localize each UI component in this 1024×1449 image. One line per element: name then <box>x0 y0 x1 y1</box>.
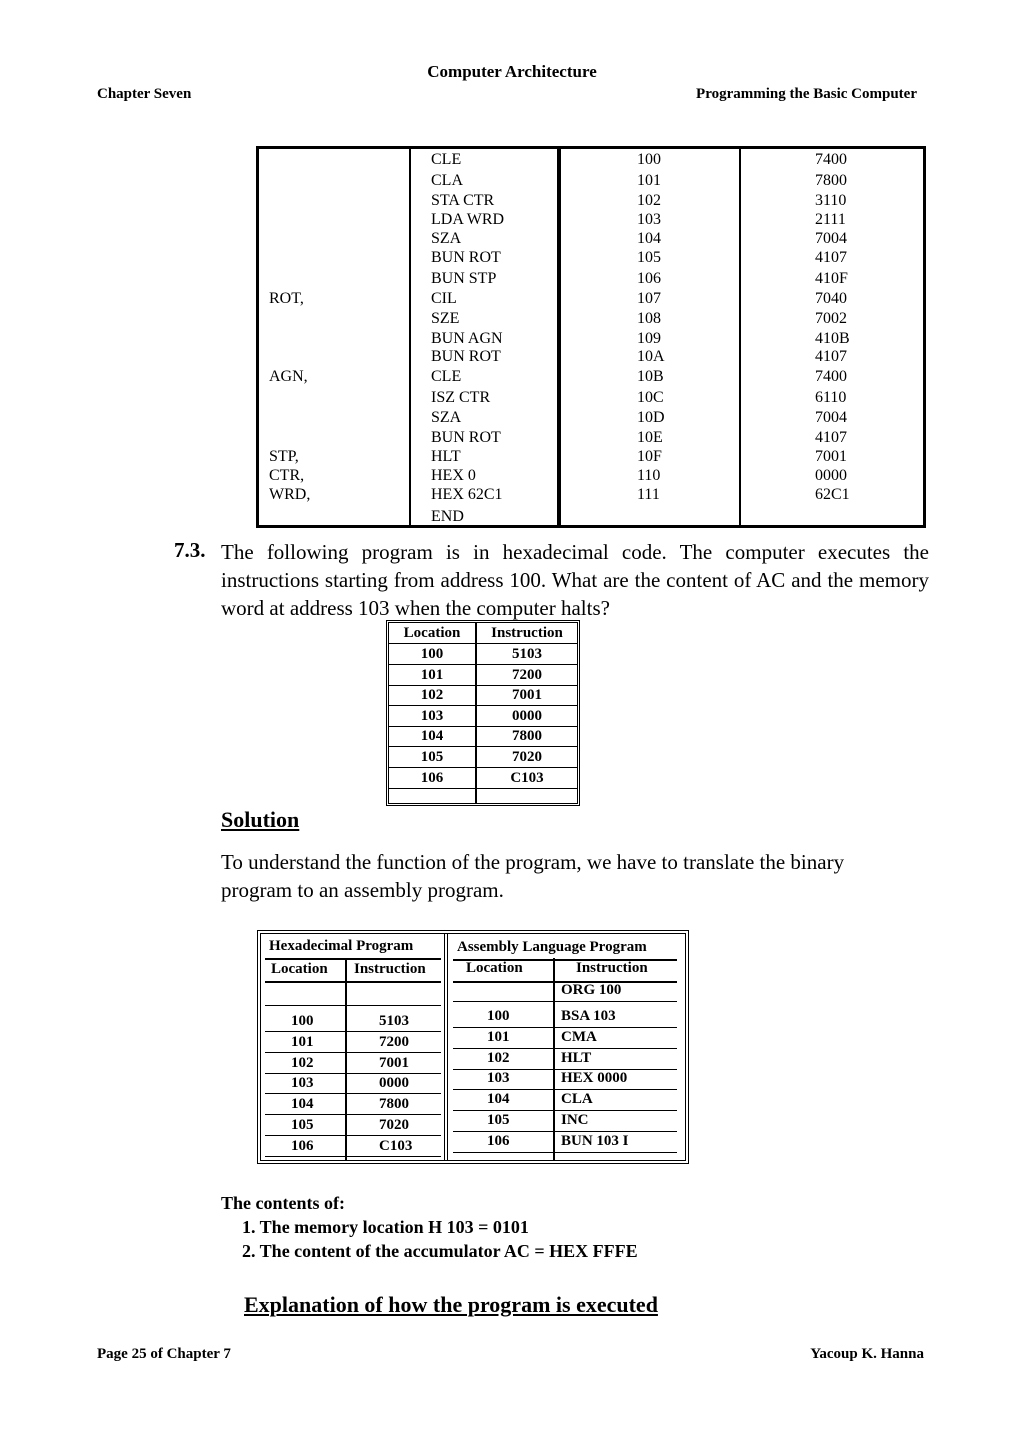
cell-asm-location: 104 <box>487 1091 510 1108</box>
row-code: 4107 <box>815 249 847 266</box>
divider <box>265 979 441 983</box>
table-row <box>389 685 577 706</box>
row-code: 4107 <box>815 348 847 365</box>
cell-instruction: 0000 <box>512 707 542 724</box>
header-location: Location <box>403 625 461 641</box>
cell-asm-location: 102 <box>487 1049 510 1066</box>
cell-hex-location: 102 <box>291 1054 314 1071</box>
cell-hex-instruction: 0000 <box>379 1075 409 1092</box>
row-location: 106 <box>637 270 661 287</box>
cell-hex-instruction: 5103 <box>379 1013 409 1029</box>
header-instruction: Instruction <box>491 625 563 641</box>
hex-location-header: Location <box>271 961 328 977</box>
hex-program-title: Hexadecimal Program <box>269 938 414 954</box>
row-code: 410B <box>815 330 850 347</box>
translation-table <box>257 930 689 1164</box>
cell-asm-instruction: HEX 0000 <box>561 1070 628 1087</box>
row-code: 0000 <box>815 467 847 484</box>
hex-instruction-header: Instruction <box>354 961 426 977</box>
cell-location: 102 <box>420 687 444 704</box>
table-row <box>389 768 577 789</box>
author-name: Yacoup K. Hanna <box>810 1346 924 1362</box>
table-row <box>389 726 577 747</box>
assembly-program-title: Assembly Language Program <box>457 939 647 955</box>
row-label: CTR, <box>269 467 305 484</box>
cell-asm-location: 101 <box>487 1028 510 1045</box>
cell-asm-instruction: BUN 103 I <box>561 1132 629 1149</box>
row-instruction: CLE <box>431 368 462 385</box>
row-instruction: CLA <box>431 172 463 189</box>
row-code: 7004 <box>815 409 847 426</box>
row-instruction: LDA WRD <box>431 211 505 228</box>
row-location: 111 <box>637 486 660 503</box>
cell-asm-instruction: HLT <box>561 1049 592 1066</box>
row-instruction: BUN ROT <box>431 249 501 266</box>
row-instruction: CIL <box>431 290 457 307</box>
row-location: 100 <box>637 151 661 168</box>
contents-item: 1. The memory location H 103 = 0101 <box>242 1217 529 1237</box>
contents-item: 2. The content of the accumulator AC = HEX FFFE <box>242 1241 638 1261</box>
cell-asm-location: 105 <box>487 1112 510 1128</box>
cell-hex-location: 100 <box>291 1013 314 1029</box>
cell-hex-location: 104 <box>291 1096 314 1113</box>
cell-asm-instruction: BSA 103 <box>561 1008 616 1024</box>
cell-asm-location: 103 <box>487 1070 510 1087</box>
table-row <box>389 747 577 768</box>
row-location: 108 <box>637 310 661 327</box>
row-location: 10C <box>637 389 664 406</box>
page-number: Page 25 of Chapter 7 <box>97 1346 231 1362</box>
cell-asm-instruction: INC <box>561 1112 589 1128</box>
solution-heading: Solution <box>221 807 300 832</box>
row-code: 7400 <box>815 368 847 385</box>
hex-program-table <box>386 620 580 806</box>
row-instruction: BUN STP <box>431 270 497 287</box>
cell-hex-instruction: 7020 <box>379 1117 409 1133</box>
cell-asm-instruction: CMA <box>561 1028 597 1045</box>
row-instruction: SZE <box>431 310 460 327</box>
cell-hex-location: 103 <box>291 1075 314 1092</box>
cell-hex-instruction: 7200 <box>379 1033 409 1050</box>
question-number: 7.3. <box>174 538 206 562</box>
cell-location: 103 <box>420 707 444 724</box>
solution-paragraph: To understand the function of the program, we have to translate the binary program to an assembly program. <box>221 850 845 902</box>
assembly-program-table <box>256 146 926 528</box>
cell-asm-location: 100 <box>487 1008 510 1024</box>
row-location: 10B <box>637 368 664 385</box>
row-label: AGN, <box>269 368 308 385</box>
table-row <box>389 706 577 727</box>
row-instruction: HLT <box>431 448 461 465</box>
explanation-heading: Explanation of how the program is executed <box>244 1292 658 1317</box>
row-instruction: END <box>431 508 464 525</box>
row-instruction: SZA <box>431 230 462 247</box>
row-location: 105 <box>637 249 661 266</box>
row-location: 101 <box>637 172 661 189</box>
table-row <box>389 665 577 686</box>
row-code: 6110 <box>815 389 847 406</box>
divider <box>265 1004 441 1006</box>
row-instruction: BUN ROT <box>431 429 501 446</box>
row-location: 110 <box>637 467 661 484</box>
cell-instruction: 5103 <box>512 646 542 662</box>
row-label: WRD, <box>269 486 311 503</box>
row-instruction: CLE <box>431 151 462 168</box>
cell-instruction: 7020 <box>512 749 542 765</box>
question-text: The following program is in hexadecimal code. The computer executes the instructions starting from address 100. What are the content of AC and the memory word at address 103 when the computer halts? <box>221 540 929 620</box>
cell-asm-instruction: CLA <box>561 1091 593 1108</box>
cell-instruction: C103 <box>510 769 544 786</box>
asm-instruction-header: Instruction <box>576 960 648 976</box>
row-label: ROT, <box>269 290 304 307</box>
table-row <box>389 644 577 665</box>
cell-location: 101 <box>420 666 444 683</box>
row-instruction: BUN ROT <box>431 348 501 365</box>
row-code: 3110 <box>815 192 847 209</box>
row-instruction: STA CTR <box>431 192 495 209</box>
table-header-row <box>389 623 577 644</box>
row-code: 7004 <box>815 230 847 247</box>
row-location: 102 <box>637 192 661 209</box>
cell-asm-location: 106 <box>487 1132 510 1149</box>
column-divider <box>557 149 561 525</box>
cell-instruction: 7200 <box>512 666 542 683</box>
cell-location: 106 <box>420 769 444 786</box>
row-location: 10E <box>637 429 663 446</box>
cell-hex-location: 105 <box>291 1117 314 1133</box>
row-code: 7400 <box>815 151 847 168</box>
chapter-label: Chapter Seven <box>97 86 192 102</box>
org-directive: ORG 100 <box>561 982 622 998</box>
row-code: 410F <box>815 270 848 287</box>
cell-hex-instruction: 7800 <box>379 1096 409 1113</box>
row-code: 7001 <box>815 448 847 465</box>
cell-location: 105 <box>420 749 444 765</box>
cell-hex-location: 106 <box>291 1137 314 1154</box>
cell-hex-instruction: 7001 <box>379 1054 409 1071</box>
row-location: 104 <box>637 230 661 247</box>
row-location: 107 <box>637 290 661 307</box>
column-divider <box>739 149 741 525</box>
row-instruction: HEX 0 <box>431 467 476 484</box>
contents-heading: The contents of: <box>221 1193 345 1213</box>
asm-location-header: Location <box>466 960 523 976</box>
row-code: 7040 <box>815 290 847 307</box>
row-instruction: BUN AGN <box>431 330 503 347</box>
divider <box>453 1000 677 1002</box>
cell-instruction: 7800 <box>512 728 542 745</box>
row-instruction: SZA <box>431 409 462 426</box>
cell-instruction: 7001 <box>512 687 542 704</box>
row-instruction: ISZ CTR <box>431 389 491 406</box>
row-code: 7002 <box>815 310 847 327</box>
column-divider <box>444 934 448 1160</box>
cell-hex-instruction: C103 <box>379 1137 413 1154</box>
cell-location: 104 <box>420 728 444 745</box>
row-code: 4107 <box>815 429 847 446</box>
row-instruction: HEX 62C1 <box>431 486 503 503</box>
row-label: STP, <box>269 448 299 465</box>
row-location: 10A <box>637 348 665 365</box>
cell-hex-location: 101 <box>291 1033 314 1050</box>
column-divider <box>409 149 411 525</box>
row-code: 62C1 <box>815 486 850 503</box>
cell-location: 100 <box>420 646 444 662</box>
row-location: 10D <box>637 409 665 426</box>
row-location: 10F <box>637 448 662 465</box>
row-location: 103 <box>637 211 661 228</box>
row-location: 109 <box>637 330 661 347</box>
document-title: Computer Architecture <box>427 62 597 81</box>
row-code: 7800 <box>815 172 847 189</box>
section-label: Programming the Basic Computer <box>696 86 917 102</box>
row-code: 2111 <box>815 211 846 228</box>
